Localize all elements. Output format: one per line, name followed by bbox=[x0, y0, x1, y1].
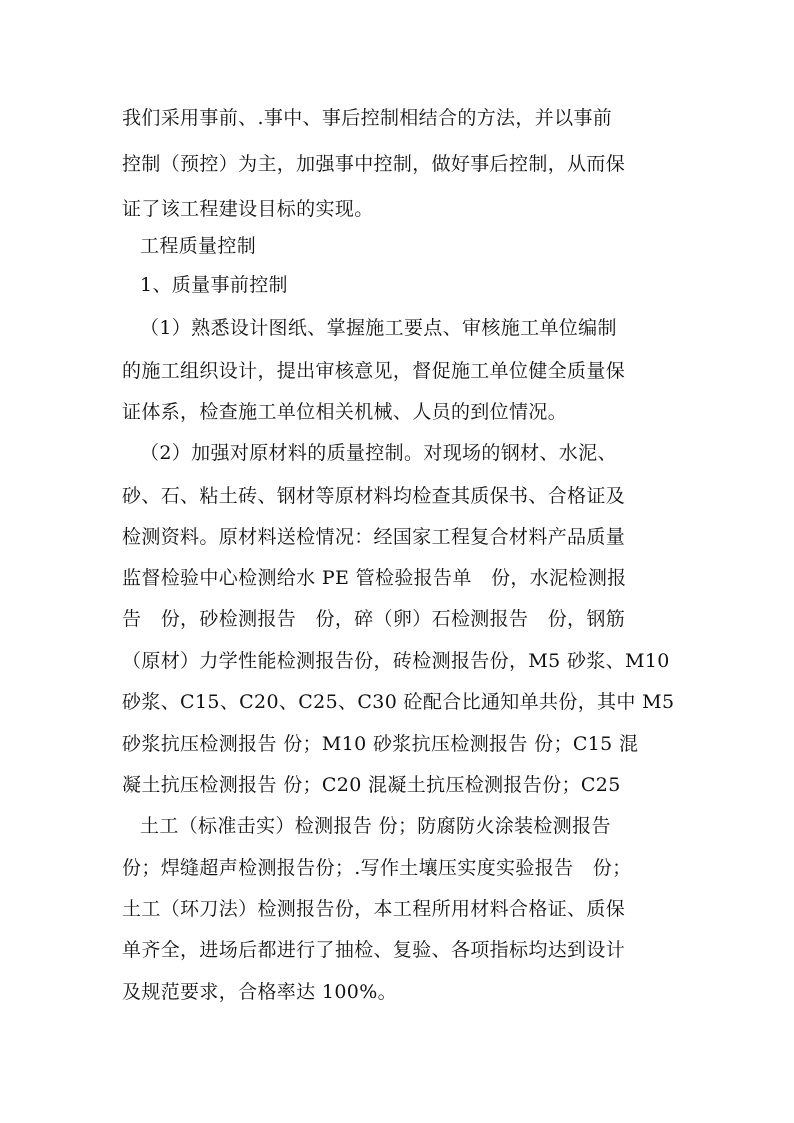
paragraph-line: 及规范要求，合格率达 100%。 bbox=[122, 981, 397, 1003]
paragraph-line: 土工（标准击实）检测报告 份；防腐防火涂装检测报告 bbox=[140, 815, 611, 837]
paragraph-line: 证体系，检查施工单位相关机械、人员的到位情况。 bbox=[122, 401, 568, 423]
paragraph-line: 监督检验中心检测给水 PE 管检验报告单 份，水泥检测报 bbox=[122, 567, 627, 589]
section-heading: 工程质量控制 bbox=[140, 235, 257, 257]
paragraph-line: 砂浆抗压检测报告 份；M10 砂浆抗压检测报告 份；C15 混 bbox=[122, 733, 639, 755]
paragraph-line: 证了该工程建设目标的实现。 bbox=[122, 198, 374, 220]
paragraph-line: （1）熟悉设计图纸、掌握施工要点、审核施工单位编制 bbox=[140, 317, 617, 339]
paragraph-line: 土工（环刀法）检测报告份，本工程所用材料合格证、质保 bbox=[122, 898, 626, 920]
paragraph-line: 的施工组织设计，提出审核意见，督促施工单位健全质量保 bbox=[122, 360, 626, 382]
paragraph-line: 单齐全，进场后都进行了抽检、复验、各项指标均达到设计 bbox=[122, 939, 626, 961]
paragraph-line: 份；焊缝超声检测报告份；.写作土壤压实度实验报告 份； bbox=[122, 857, 632, 879]
paragraph-line: 砂浆、C15、C20、C25、C30 砼配合比通知单共份，其中 M5 bbox=[122, 691, 675, 713]
paragraph-line: 凝土抗压检测报告 份；C20 混凝土抗压检测报告份；C25 bbox=[122, 774, 621, 796]
paragraph-line: （原材）力学性能检测报告份，砖检测报告份，M5 砂浆、M10 bbox=[122, 650, 670, 672]
paragraph-line: 告 份，砂检测报告 份，碎（卵）石检测报告 份，钢筋 bbox=[122, 608, 626, 630]
paragraph-line: 我们采用事前、.事中、事后控制相结合的方法，并以事前 bbox=[122, 107, 613, 129]
subsection-heading: 1、质量事前控制 bbox=[140, 274, 288, 296]
paragraph-line: 检测资料。原材料送检情况：经国家工程复合材料产品质量 bbox=[122, 526, 626, 548]
paragraph-line: （2）加强对原材料的质量控制。对现场的钢材、水泥、 bbox=[140, 442, 617, 464]
paragraph-line: 砂、石、粘土砖、钢材等原材料均检查其质保书、合格证及 bbox=[122, 485, 626, 507]
paragraph-line: 控制（预控）为主，加强事中控制，做好事后控制，从而保 bbox=[122, 153, 626, 175]
